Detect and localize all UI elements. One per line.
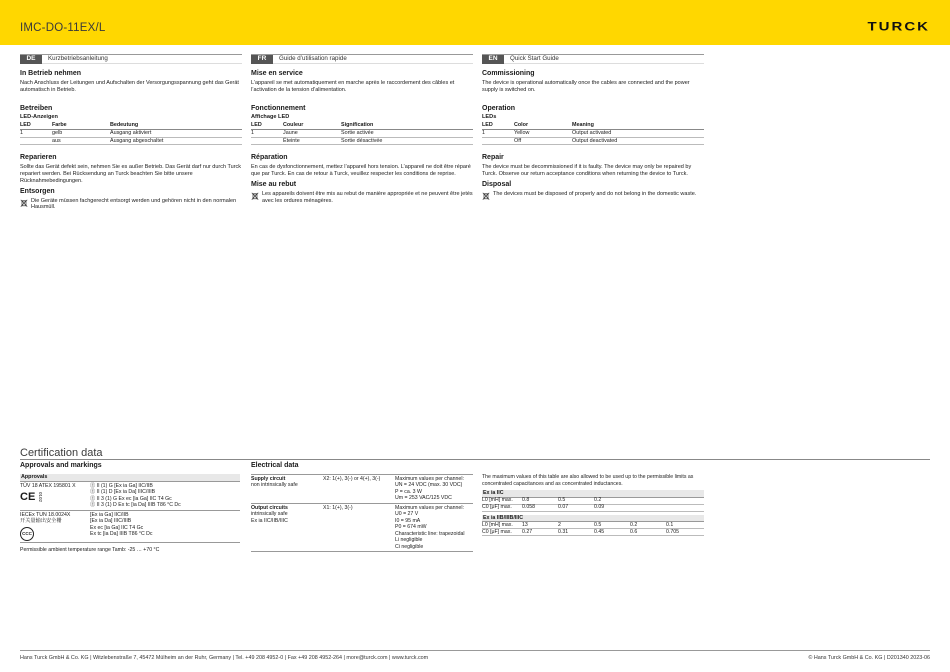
- repair-text: En cas de dysfonctionnement, mettez l’appareil hors tension. L’appareil ne doit être réparé que par Turck. En cas de retour à Turck, veuillez respecter les conditions de reprise.: [251, 164, 471, 178]
- iecex-row: [20, 511, 240, 543]
- crossed-bin-icon: [251, 192, 259, 200]
- operation-heading: Fonctionnement: [251, 104, 306, 112]
- output-terminals: X1: 1(+), 3(-): [323, 504, 353, 511]
- value-cell: 0.45: [594, 528, 605, 535]
- supply-value: Um = 253 VAC/125 VDC: [395, 495, 452, 502]
- electrical-heading: Electrical data: [251, 462, 299, 469]
- supply-value: UN = 24 VDC (max. 30 VDC): [395, 482, 463, 489]
- meaning-cell: Output activated: [572, 129, 704, 137]
- value-cell: 0.2: [594, 497, 602, 504]
- led-cell: [482, 137, 514, 145]
- disposal-text: Les appareils doivent être mis au rebut de manière appropriée et ne peuvent être jetés avec les ordures ménagères.: [262, 190, 473, 204]
- led-table: [251, 122, 473, 145]
- row-label: C0 [μF] max.: [482, 528, 512, 535]
- atex-id: TÜV 18 ATEX 195801 X: [20, 482, 76, 489]
- approvals-label: Approvals: [20, 474, 240, 482]
- atex-code: Ⓔ II (1) G [Ex ia Ga] IIC/IIB: [90, 482, 153, 489]
- divider: [20, 650, 930, 651]
- supply-title: Supply circuit: [251, 475, 286, 482]
- output-value: U0 = 27 V: [395, 511, 419, 518]
- meaning-cell: Sortie activée: [341, 129, 473, 137]
- value-cell: 0.5: [594, 521, 602, 528]
- table-row: [20, 137, 242, 145]
- iib-heading: Ex ia IIB/IIIB/IIIC: [482, 515, 704, 523]
- value-cell: 0.5: [558, 497, 566, 504]
- commissioning-heading: In Betrieb nehmen: [20, 70, 82, 77]
- table-row: [20, 129, 242, 137]
- meaning-col-header: Bedeutung: [110, 122, 242, 129]
- color-cell: Éteinte: [283, 137, 341, 145]
- supply-type: non intrinsically safe: [251, 482, 298, 489]
- color-cell: aus: [52, 137, 110, 145]
- output-value: Characteristic line: trapezoidal: [395, 530, 465, 537]
- value-cell: 0.705: [666, 528, 679, 535]
- output-title: Output circuits: [251, 504, 288, 511]
- repair-heading: Réparation: [251, 154, 288, 162]
- atex-row: [20, 482, 240, 511]
- led-table: [482, 122, 704, 145]
- value-cell: 0.1: [666, 521, 674, 528]
- language-code: FR: [251, 55, 273, 64]
- led-cell: 1: [20, 129, 52, 137]
- language-bar: [20, 54, 242, 64]
- disposal-text: Die Geräte müssen fachgerecht entsorgt werden und gehören nicht in den normalen Hausmüll.: [31, 197, 237, 211]
- column-en: [482, 54, 704, 200]
- value-cell: 0.6: [630, 528, 638, 535]
- approvals-heading: Approvals and markings: [20, 462, 102, 469]
- table-row: [482, 505, 704, 512]
- commissioning-heading: Commissioning: [482, 70, 535, 77]
- ambient-temperature: Permissible ambient temperature range Tamb: -25 … +70 °C: [20, 546, 160, 553]
- table-row: [251, 129, 473, 137]
- led-cell: 1: [482, 129, 514, 137]
- operation-heading: Betreiben: [20, 104, 53, 112]
- column-de: [20, 54, 242, 213]
- atex-code: Ⓔ II 3 (1) G Ex ec [ia Ga] IIC T4 Gc: [90, 495, 172, 502]
- led-col-header: LED: [20, 122, 52, 129]
- table-row: [482, 137, 704, 145]
- ce-number: 0102: [37, 491, 43, 502]
- table-row: [482, 129, 704, 137]
- leds-heading: LED-Anzeigen: [20, 114, 58, 121]
- turck-logo: TURCK: [867, 20, 930, 34]
- ccc-mark: CCC: [20, 527, 34, 541]
- color-col-header: Couleur: [283, 122, 341, 129]
- disposal-text: The devices must be disposed of properly and do not belong in the domestic waste.: [493, 190, 697, 197]
- color-cell: gelb: [52, 129, 110, 137]
- output-value: I0 = 95 mA: [395, 517, 421, 524]
- color-cell: Yellow: [514, 129, 572, 137]
- supply-row: [251, 474, 473, 503]
- header-bar: [0, 0, 950, 45]
- inductance-note: The maximum values of this table are also allowed to be used up to the permissible limits as concentrated capacitances and as concentrated inductances.: [482, 474, 694, 487]
- iecex-code: [Ex ia Ga] IIC/IIB: [90, 511, 129, 518]
- meaning-cell: Ausgang abgeschaltet: [110, 137, 242, 145]
- operation-heading: Operation: [482, 104, 516, 112]
- led-cell: [251, 137, 283, 145]
- language-title: Kurzbetriebsanleitung: [48, 55, 108, 63]
- crossed-bin-icon: [20, 199, 28, 207]
- ce-mark: CE: [20, 491, 36, 503]
- led-col-header: LED: [251, 122, 283, 129]
- value-cell: 0.2: [630, 521, 638, 528]
- repair-heading: Reparieren: [20, 154, 57, 162]
- repair-text: The device must be decommissioned if it is faulty. The device may only be repaired by Turck. Observe our return acceptance conditions when returning the device to Turck.: [482, 164, 692, 178]
- repair-text: Sollte das Gerät defekt sein, nehmen Sie es außer Betrieb. Das Gerät darf nur durch Turck repariert werden. Bei Rücksendung an Turck beachten Sie bitte unsere Rücknahmebedingungen.: [20, 164, 242, 184]
- meaning-cell: Ausgang aktiviert: [110, 129, 242, 137]
- commissioning-text: The device is operational automatically once the cables are connected and the power supply is switched on.: [482, 79, 690, 93]
- iecex-code: [Ex ia Da] IIIC/IIIB: [90, 518, 132, 524]
- atex-code: Ⓔ II 3 (1) D Ex tc [ia Da] IIIB T86 °C Dc: [90, 502, 181, 508]
- led-table: [20, 122, 242, 145]
- meaning-cell: Output deactivated: [572, 137, 704, 145]
- led-cell: 1: [251, 129, 283, 137]
- table-row: [251, 137, 473, 145]
- row-label: C0 [μF] max.: [482, 504, 512, 511]
- led-col-header: LED: [482, 122, 514, 129]
- output-type: intrinsically safe: [251, 511, 288, 518]
- value-cell: 0.058: [522, 504, 535, 511]
- value-cell: 0.27: [522, 528, 533, 535]
- value-cell: 2: [558, 521, 561, 528]
- commissioning-text: L’appareil se met automatiquement en marche après le raccordement des câbles et l’activation de la tension d’alimentation.: [251, 79, 455, 93]
- electrical-section: [251, 462, 473, 552]
- value-cell: 0.8: [522, 497, 530, 504]
- footer-copyright: © Hans Turck GmbH & Co. KG | D201340 2023-06: [808, 655, 930, 661]
- repair-heading: Repair: [482, 154, 504, 162]
- output-value: P0 = 674 mW: [395, 524, 427, 531]
- language-bar: [482, 54, 704, 64]
- output-row: [251, 503, 473, 553]
- iecex-id: IECEx TUN 18.0024X: [20, 511, 71, 518]
- certification-title: Certification data: [20, 447, 103, 459]
- row-label: L0 [mH] max.: [482, 521, 513, 528]
- footer-address: Hans Turck GmbH & Co. KG | Witzlebenstraße 7, 45472 Mülheim an der Ruhr, Germany | Tel. +49 208 4952-0 | Fax +49 208 4952-264 | more@turck.com | www.turck.com: [20, 655, 429, 661]
- output-protection: Ex ia IIC/IIB/IIIC: [251, 517, 288, 524]
- meaning-col-header: Signification: [341, 122, 473, 129]
- color-col-header: Color: [514, 122, 572, 129]
- iecex-code: Ex tc [ia Da] IIIB T86 °C Dc: [90, 531, 153, 537]
- language-title: Quick Start Guide: [510, 55, 559, 63]
- color-cell: Jaune: [283, 129, 341, 137]
- column-fr: [251, 54, 473, 206]
- iic-heading: Ex ia IIC: [482, 490, 704, 498]
- supply-value: Maximum values per channel:: [395, 475, 464, 482]
- atex-code: Ⓔ II (1) D [Ex ia Da] IIIC/IIIB: [90, 489, 156, 495]
- output-value: Ci negligible: [395, 543, 424, 550]
- leds-heading: LEDs: [482, 114, 497, 121]
- language-title: Guide d’utilisation rapide: [279, 55, 347, 63]
- table-row: [482, 529, 704, 536]
- meaning-cell: Sortie désactivée: [341, 137, 473, 145]
- led-cell: [20, 137, 52, 145]
- cn-mark: 开关量输出安全栅: [20, 518, 62, 524]
- output-value: Li negligible: [395, 537, 423, 544]
- approvals-section: [20, 462, 240, 553]
- value-cell: 0.09: [594, 504, 605, 511]
- leds-heading: Affichage LED: [251, 114, 290, 121]
- disposal-heading: Mise au rebut: [251, 180, 297, 188]
- output-value: Maximum values per channel:: [395, 504, 464, 511]
- row-label: L0 [mH] max.: [482, 497, 513, 504]
- color-col-header: Farbe: [52, 122, 110, 129]
- value-cell: 0.31: [558, 528, 569, 535]
- language-bar: [251, 54, 473, 64]
- disposal-heading: Entsorgen: [20, 187, 55, 195]
- supply-terminals: X2: 1(+), 3(-) or 4(+), 3(-): [323, 475, 381, 482]
- inductance-section: [482, 474, 704, 536]
- commissioning-text: Nach Anschluss der Leitungen und Aufschalten der Versorgungsspannung geht das Gerät automatisch in Betrieb.: [20, 79, 239, 93]
- crossed-bin-icon: [482, 192, 490, 200]
- divider: [20, 459, 930, 460]
- supply-value: P = ca. 3 W: [395, 488, 422, 495]
- color-cell: Off: [514, 137, 572, 145]
- meaning-col-header: Meaning: [572, 122, 704, 129]
- commissioning-heading: Mise en service: [251, 70, 303, 77]
- value-cell: 13: [522, 521, 528, 528]
- doc-id: IMC-DO-11EX/L: [20, 22, 106, 34]
- disposal-heading: Disposal: [482, 180, 512, 188]
- language-code: EN: [482, 55, 504, 64]
- iecex-code: Ex ec [ia Ga] IIC T4 Gc: [90, 524, 144, 531]
- language-code: DE: [20, 55, 42, 64]
- value-cell: 0.07: [558, 504, 569, 511]
